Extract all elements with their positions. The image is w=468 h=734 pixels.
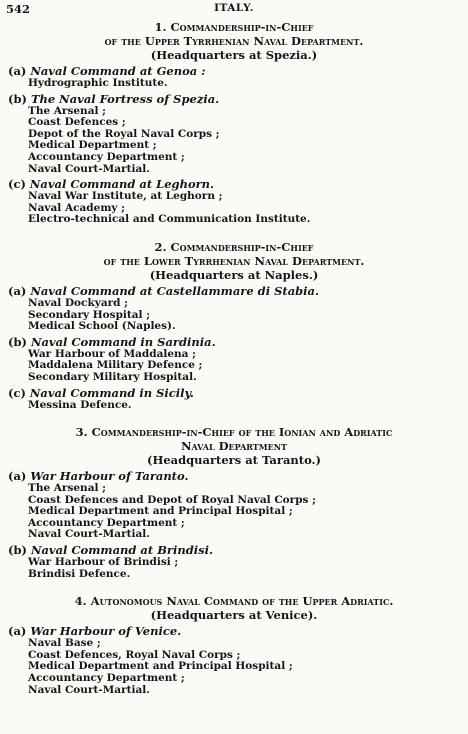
list-item: Naval Court-Martial. [28, 162, 150, 175]
list-item: The Arsenal ; [28, 104, 107, 117]
subsection-title: Naval Command at Genoa : [30, 64, 206, 78]
list-item: Naval Dockyard ; [28, 296, 129, 309]
subsection-letter: (a) [8, 64, 27, 78]
section-heading-line: Naval Department [181, 439, 287, 454]
list-item: Maddalena Military Defence ; [28, 359, 203, 372]
list-item: Electro-technical and Communication Institute. [28, 213, 311, 226]
subsection-heading [0, 64, 468, 78]
section-heading-line: 1. Commandership-in-Chief [154, 20, 314, 34]
section-3 [0, 425, 468, 580]
list-item: Medical School (Naples). [28, 320, 176, 333]
running-title: ITALY. [214, 2, 254, 14]
subsection-title: War Harbour of Taranto. [30, 469, 189, 484]
subsection-letter: (c) [8, 177, 26, 192]
subsection [0, 386, 468, 412]
page-number: 542 [6, 2, 31, 16]
section-heading-line: of the Upper Tyrrhenian Naval Department. [104, 34, 364, 48]
list-item: Coast Defences, Royal Naval Corps ; [28, 648, 241, 661]
subsection-title: Naval Command at Castellammare di Stabia. [30, 283, 320, 298]
list-item: Accountancy Department ; [28, 150, 185, 163]
list-item: Secondary Hospital ; [28, 308, 151, 321]
section-heading-line: 3. Commandership-in-Chief of the Ionian and Adriatic [75, 425, 393, 440]
list-item: Coast Defences ; [28, 116, 126, 129]
subsection-letter: (a) [8, 624, 27, 639]
subsection-letter: (b) [8, 91, 27, 106]
subsection [0, 624, 468, 696]
section-4 [0, 594, 468, 696]
list-item: Medical Department ; [28, 139, 157, 152]
list-item: War Harbour of Brindisi ; [28, 556, 179, 569]
subsection-heading [0, 543, 468, 557]
list-item: Naval War Institute, at Leghorn ; [28, 190, 223, 203]
section-2 [0, 240, 468, 411]
list-item: Hydrographic Institute. [28, 77, 168, 89]
subsection-letter: (c) [8, 385, 26, 400]
list-item: Brindisi Defence. [28, 567, 131, 580]
section-headquarters: (Headquarters at Venice). [150, 608, 318, 623]
list-item: Naval Base ; [28, 637, 101, 650]
subsection-heading [0, 284, 468, 298]
section-heading-line: of the Lower Tyrrhenian Naval Department. [103, 253, 365, 268]
subsection-heading [0, 624, 468, 638]
list-item: Naval Court-Martial. [28, 683, 150, 696]
list-item: Medical Department and Principal Hospital ; [28, 505, 293, 518]
subsection [0, 64, 468, 90]
subsection-heading [0, 177, 468, 191]
list-item: Accountancy Department ; [28, 672, 185, 685]
list-item: Depot of the Royal Naval Corps ; [28, 127, 220, 140]
list-item: War Harbour of Maddalena ; [28, 347, 197, 360]
section-headquarters: (Headquarters at Naples.) [149, 267, 319, 282]
section-heading-line: 2. Commandership-in-Chief [154, 239, 314, 254]
subsection-title: Naval Command at Leghorn. [29, 177, 215, 192]
list-item: Coast Defences and Depot of Royal Naval Corps ; [28, 493, 316, 506]
list-item: Messina Defence. [28, 398, 132, 411]
list-item: Accountancy Department ; [28, 516, 185, 529]
subsection [0, 284, 468, 333]
subsection-heading [0, 469, 468, 483]
subsection-letter: (a) [8, 283, 27, 298]
list-item: Naval Court-Martial. [28, 528, 150, 541]
subsection-title: Naval Command at Brindisi. [30, 543, 213, 558]
subsection-letter: (b) [8, 543, 27, 558]
page-header [6, 2, 462, 16]
section-heading-line: 4. Autonomous Naval Command of the Upper Adriatic. [74, 594, 394, 609]
list-item: The Arsenal ; [28, 482, 107, 495]
subsection-title: War Harbour of Venice. [30, 624, 182, 639]
list-item: Secondary Military Hospital. [28, 370, 197, 383]
subsection-heading [0, 92, 468, 106]
subsection [0, 469, 468, 541]
document-body [0, 20, 468, 710]
subsection [0, 335, 468, 384]
subsection [0, 92, 468, 176]
subsection-heading [0, 335, 468, 349]
subsection-letter: (a) [8, 469, 27, 484]
subsection [0, 177, 468, 226]
subsection [0, 543, 468, 580]
section-headquarters: (Headquarters at Taranto.) [147, 453, 321, 468]
subsection-title: Naval Command in Sicily. [29, 385, 194, 400]
subsection-heading [0, 386, 468, 400]
section-headquarters: (Headquarters at Spezia.) [150, 48, 318, 62]
subsection-title: Naval Command in Sardinia. [30, 334, 216, 349]
subsection-title: The Naval Fortress of Spezia. [30, 91, 220, 106]
subsection-letter: (b) [8, 334, 27, 349]
section-1 [0, 20, 468, 226]
list-item: Medical Department and Principal Hospital ; [28, 660, 293, 673]
list-item: Naval Academy ; [28, 201, 126, 214]
